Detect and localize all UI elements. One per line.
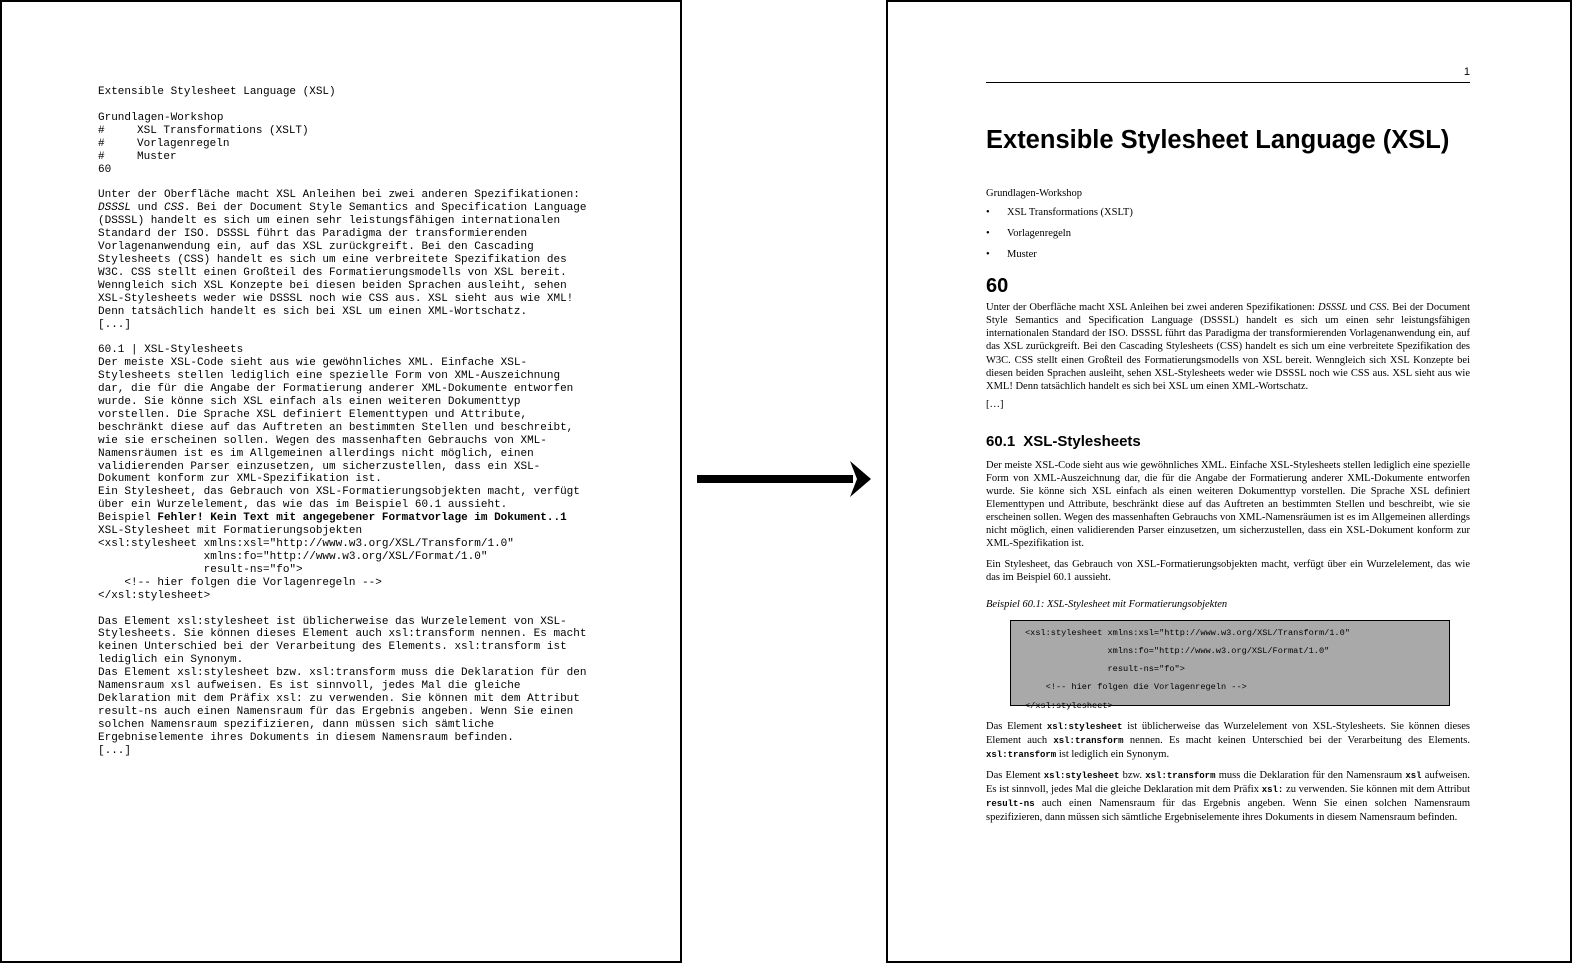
source-error-line: Beispiel Fehler! Kein Text mit angegebener Formatvorlage im Dokument..1 <box>98 512 567 525</box>
source-bullet-text: Muster <box>137 150 177 163</box>
source-bullet <box>98 151 588 164</box>
source-ellipsis: [...] <box>98 318 132 331</box>
intro-paragraph: Unter der Oberfläche macht XSL Anleihen bei zwei anderen Spezifikationen: DSSSL und CSS. Bei der Document Style Semantics and Specification Language (DSSSL) handelt es sich um einen sehr leistungsfähigen internationalen Standard der ISO. DSSSL führt das Paradigma der transformierenden Vorlagenanwendung ein, auf das XSL zurückgreift. Bei den Cascading Stylesheets (CSS) handelt es sich um eine verbreitete Spezifikation des W3C. CSS stellt einen Großteil des Formatierungsmodells von XSL bereit. Wenngleich sich XSL Konzepte bei diesen beiden Sprachen ausleiht, sehen XSL-Stylesheets weder wie DSSSL noch wie CSS aus. XSL sieht aus wie XML! Denn tatsächlich handelt es sich bei XSL um einen XML-Wortschatz. <box>986 302 1471 392</box>
source-ellipsis: [...] <box>98 744 132 757</box>
bullet-mark: # <box>98 124 105 137</box>
chapter-heading: 60 <box>986 275 1009 298</box>
source-intro-paragraph: Unter der Oberfläche macht XSL Anleihen bei zwei anderen Spezifikationen: DSSSL und CSS. Bei der Document Style Semantics and Specification Language (DSSSL) handelt es sich um einen sehr leistungsfähigen internationalen Standard der ISO. DSSSL führt das Paradigma der transformierenden Vorlagenanwendung ein, auf das XSL zurückgreift. Bei den Cascading Stylesheets (CSS) handelt es sich um eine verbreitete Spezifikation des W3C. CSS stellt einen Großteil des Formatierungsmodells von XSL bereit. Wenngleich sich XSL Konzepte bei diesen beiden Sprachen ausleiht, sehen XSL-Stylesheets weder wie DSSSL noch wie CSS aus. XSL sieht aus wie XML! Denn tatsächlich handelt es sich bei XSL um einen XML-Wortschatz. <box>98 189 594 318</box>
after-paragraph-1: Das Element xsl:stylesheet ist üblicherweise das Wurzelelement von XSL-Stylesheets. Sie können dieses Element auch xsl:transform nennen. Es macht keinen Unterschied bei der Verarbeitung des Elements. xsl:transform ist lediglich ein Synonym. <box>986 720 1470 760</box>
list-item: • Vorlagenregeln <box>986 227 1470 240</box>
formatted-page <box>886 0 1572 963</box>
bullet-mark: # <box>98 137 105 150</box>
source-bullet <box>98 138 588 151</box>
source-stylesheet-paragraph: Ein Stylesheet, das Gebrauch von XSL-Formatierungsobjekten macht, verfügt über ein Wurzelelement, das wie das im Beispiel 60.1 aussieht. <box>98 486 587 512</box>
page-title: Extensible Stylesheet Language (XSL) <box>986 126 1450 154</box>
code-block <box>1010 620 1450 711</box>
bullet-mark: # <box>98 150 105 163</box>
source-title: Extensible Stylesheet Language (XSL) <box>98 86 336 98</box>
ellipsis: […] <box>986 398 1004 410</box>
source-section-paragraph: Der meiste XSL-Code sieht aus wie gewöhnliches XML. Einfache XSL-Stylesheets stellen lediglich eine spezielle Form von XML-Auszeichnung dar, die für die Angabe der Formatierung anderer XML-Dokumente entworfen wurde. Sie könne sich XSL einfach als einen weiteren Dokumenttyp vorstellen. Die Sprache XSL definiert Elementtypen und Attribute, beschränkt diese auf das Auftreten an bestimmten Stellen und beschreibt, wie sie erscheinen sollen. Wegen des massenhaften Gebrauchs von XML-Namensräumen ist es im Allgemeinen allerdings nicht möglich, einen validierenden Parser einzusetzen, um sicherzustellen, dass ein XSL-Dokument konform zur XML-Spezifikation ist. <box>98 357 580 486</box>
section-heading: 60.1 XSL-Stylesheets <box>986 432 1141 450</box>
formatted-content <box>986 62 1470 824</box>
source-text-content <box>98 86 594 758</box>
source-workshop: Grundlagen-Workshop <box>98 111 224 124</box>
example-caption: Beispiel 60.1: XSL-Stylesheet mit Formatierungsobjekten <box>986 598 1228 610</box>
code-text: <xsl:stylesheet xmlns:xsl="http://www.w3.org/XSL/Transform/1.0" xmlns:fo="http://www.w3.org/XSL/Format/1.0" result-ns="fo"> <!-- hier folgen die Vorlagenregeln --> </xsl:stylesheet> <box>1025 627 1350 711</box>
source-bullet <box>98 125 588 138</box>
page-number: 1 <box>1463 66 1470 78</box>
workshop-label: Grundlagen-Workshop <box>986 188 1082 199</box>
source-section-heading: 60.1 | XSL-Stylesheets <box>98 344 244 357</box>
right-arrow-icon <box>695 455 875 505</box>
page-header <box>986 62 1470 83</box>
list-item: • Muster <box>986 248 1470 261</box>
stylesheet-paragraph: Ein Stylesheet, das Gebrauch von XSL-Formatierungsobjekten macht, verfügt über ein Wurzelelement, das wie das im Beispiel 60.1 aussieht. <box>986 558 1470 583</box>
list-item: • XSL Transformations (XSLT) <box>986 206 1470 219</box>
source-bullet-text: XSL Transformations (XSLT) <box>137 124 309 137</box>
source-chapter-number: 60 <box>98 163 112 176</box>
bullet-list <box>986 206 1470 261</box>
after-paragraph-2: Das Element xsl:stylesheet bzw. xsl:transform muss die Deklaration für den Namensraum xsl aufweisen. Es ist sinnvoll, jedes Mal die gleiche Deklaration mit dem Präfix xsl: zu verwenden. Sie können mit dem Attribut result-ns auch einen Namensraum für das Ergebnis angeben. Wenn Sie einen solchen Namensraum spezifizieren, dann müssen sich sämtliche Ergebniselemente ihres Dokuments in diesem Namensraum befinden. <box>986 769 1470 824</box>
source-after-paragraph-1: Das Element xsl:stylesheet ist üblicherweise das Wurzelelement von XSL-Stylesheets. Sie können dieses Element auch xsl:transform nennen. Es macht keinen Unterschied bei der Verarbeitung des Elements. xsl:transform ist lediglich ein Synonym. <box>98 615 594 667</box>
source-after-paragraph-2: Das Element xsl:stylesheet bzw. xsl:transform muss die Deklaration für den Namensraum xsl aufweisen. Es ist sinnvoll, jedes Mal die gleiche Deklaration mit dem Präfix xsl: zu verwenden. Sie können mit dem Attribut result-ns auch einen Namensraum für das Ergebnis angeben. Wenn Sie einen solchen Namensraum spezifizieren, dann müssen sich sämtliche Ergebniselemente ihres Dokuments in diesem Namensraum befinden. <box>98 667 594 744</box>
source-code-block: <xsl:stylesheet xmlns:xsl="http://www.w3.org/XSL/Transform/1.0" xmlns:fo="http://www.w3.org/XSL/Format/1.0" result-ns="fo"> <!-- hier folgen die Vorlagenregeln --> </xsl:stylesheet> <box>98 538 514 602</box>
section-paragraph: Der meiste XSL-Code sieht aus wie gewöhnliches XML. Einfache XSL-Stylesheets stellen lediglich eine spezielle Form von XML-Auszeichnung dar, die für die Angabe der Formatierung anderer XML-Dokumente entworfen wurde. Sie könne sich XSL einfach als einen weiteren Dokumenttyp vorstellen. Die Sprache XSL definiert Elementtypen und Attribute, beschränkt diese auf das Auftreten an bestimmten Stellen und beschreibt, wie sie erscheinen sollen. Wegen des massenhaften Gebrauchs von XML-Namensräumen ist es im Allgemeinen allerdings nicht möglich, einen validierenden Parser einzusetzen, um sicherzustellen, dass ein XSL-Dokument konform zur XML-Spezifikation ist. <box>986 459 1470 550</box>
source-text-page <box>0 0 682 963</box>
source-caption: XSL-Stylesheet mit Formatierungsobjekten <box>98 525 363 538</box>
source-bullet-text: Vorlagenregeln <box>137 137 230 150</box>
